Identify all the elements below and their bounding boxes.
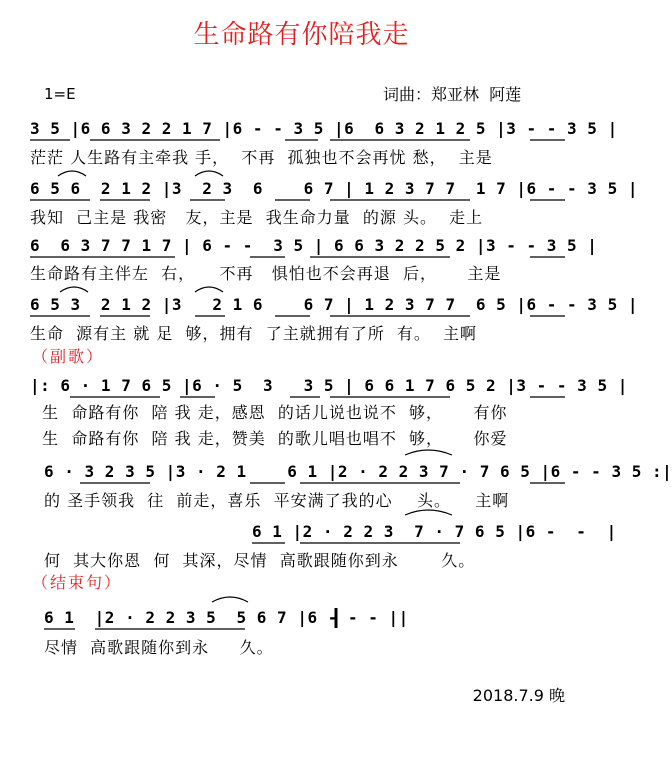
lyric-line-5a: 生 命路有你 陪 我 走，感恩 的话儿说也说不 够， 有你 (30, 403, 508, 422)
notes-line-2: 6 5 6 2 1 2 |3 2 3 6 6 7 | 1 2 3 7 7 1 7 |6 - - 3 5 | (30, 179, 638, 198)
notes-line-4: 6 5 3 2 1 2 |3 2 1 6 6 7 | 1 2 3 7 7 6 5 |6 - - 3 5 | (30, 295, 638, 314)
score-title: 生命路有你陪我走 (193, 20, 410, 50)
lyric-line-6: 的 圣手领我 往 前走，喜乐 平安满了我的心 头。 主啊 (44, 491, 510, 510)
date-stamp: 2018.7.9 晚 (472, 686, 565, 705)
notes-line-1: 3 5 |6 6 3 2 2 1 7 |6 - - 3 5 |6 6 3 2 1 2 5 |3 - - 3 5 | (30, 119, 618, 138)
chorus-label: （副歌） (32, 347, 105, 366)
ending-label: （结束句） (32, 573, 123, 592)
lyric-line-2: 我知 己主是 我密 友，主是 我生命力量 的源 头。 走上 (30, 208, 484, 227)
notes-line-7: 6 1 |2 · 2 2 3 7 · 7 6 5 |6 - - | (252, 522, 617, 541)
notes-line-6: 6 · 3 2 3 5 |3 · 2 1 6 1 |2 · 2 2 3 7 · 7 6 5 |6 - - 3 5 :| (44, 462, 672, 481)
notes-line-3: 6 6 3 7 7 1 7 | 6 - - 3 5 | 6 6 3 2 2 5 2 |3 - - 3 5 | (30, 236, 598, 255)
credits: 词曲：郑亚林 阿莲 (383, 85, 522, 104)
lyric-line-3: 生命路有主伴左 右， 不再 惧怕也不会再退 后， 主是 (30, 264, 502, 283)
lyric-line-7: 何 其大你恩 何 其深，尽情 高歌跟随你到永 久。 (44, 551, 476, 570)
lyric-line-4: 生命 源有主 就 足 够，拥有 了主就拥有了所 有。 主啊 (30, 324, 478, 343)
lyric-line-1: 茫茫 人生路有主牵我 手， 不再 孤独也不会再忧 愁， 主是 (30, 148, 493, 167)
notes-line-5: |: 6 · 1 7 6 5 |6 · 5 3 3 5 | 6 6 1 7 6 5 2 |3 - - 3 5 | (30, 376, 628, 395)
lyric-line-5b: 生 命路有你 陪 我 走，赞美 的歌儿唱也唱不 够， 你爱 (30, 429, 508, 448)
key-signature: 1=E (44, 85, 76, 103)
lyric-line-8: 尽情 高歌跟随你到永 久。 (44, 638, 274, 657)
notes-line-8: 6 1 |2 · 2 2 3 5 5 6 7 |6 - - - || (44, 608, 409, 627)
